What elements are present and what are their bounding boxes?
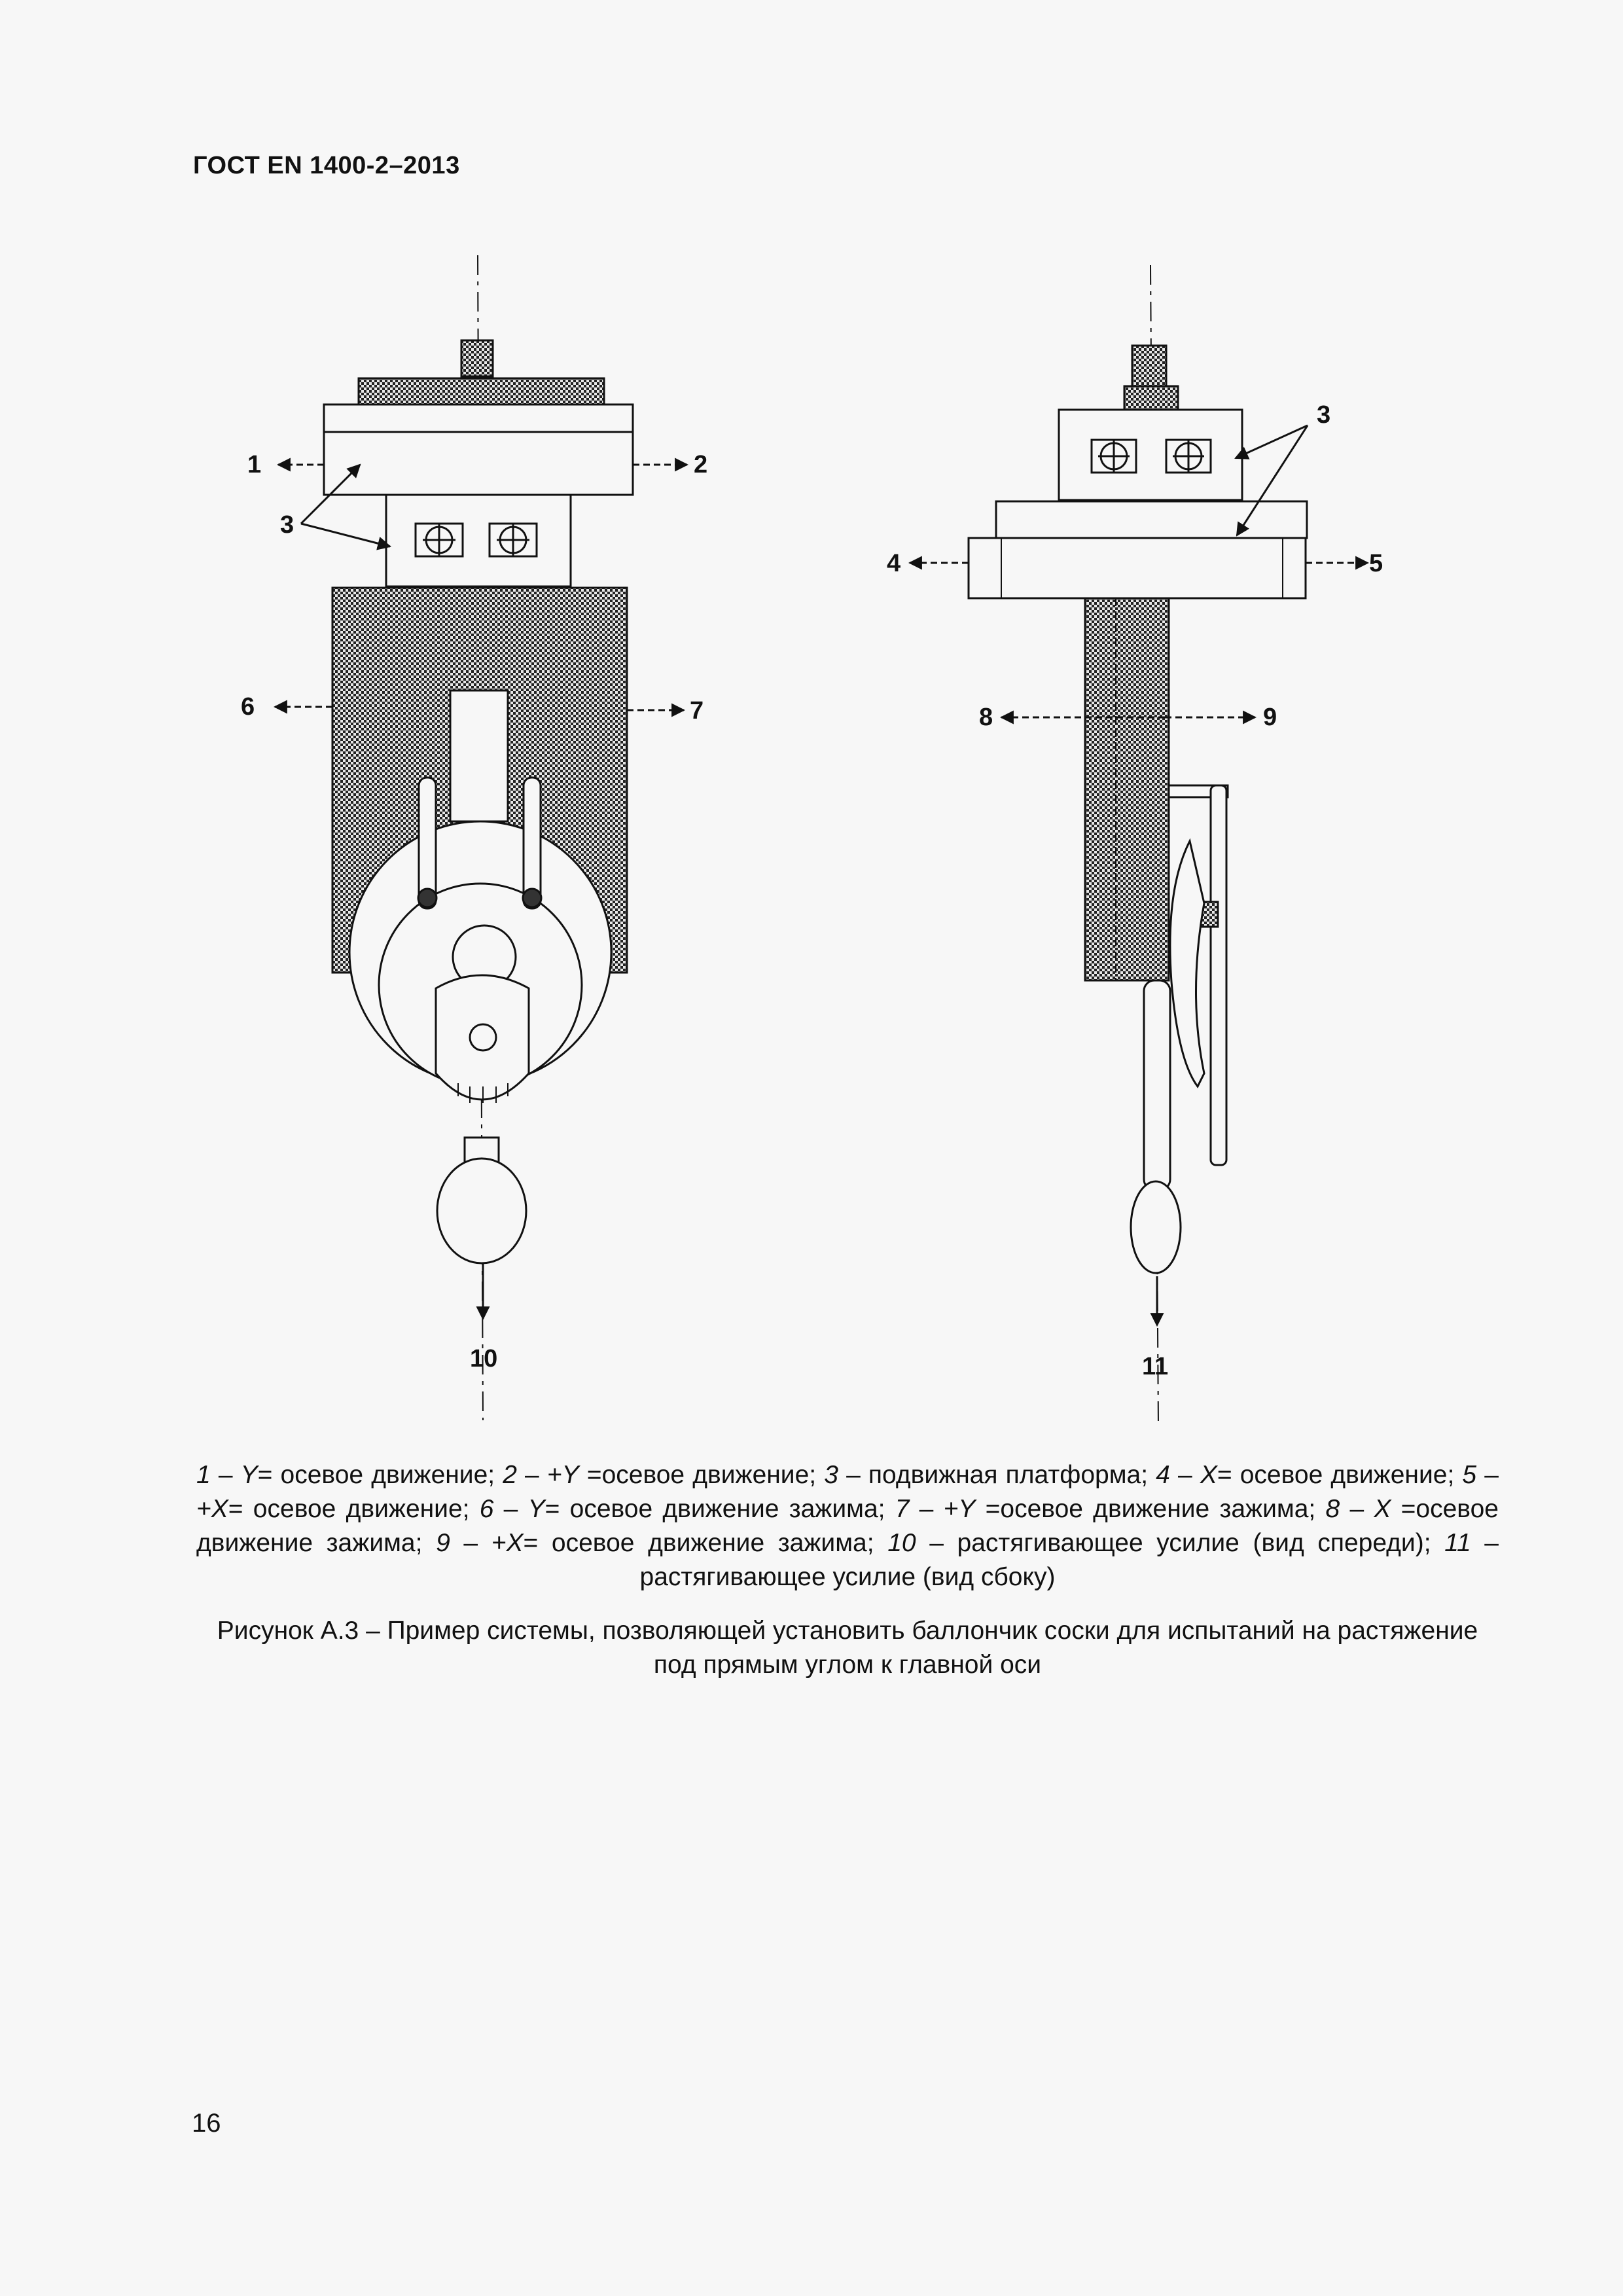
front-top-knob: [461, 340, 493, 376]
label-5: 5: [1369, 550, 1383, 577]
front-clamp-slot: [450, 691, 508, 821]
side-bearing-right: [1166, 440, 1211, 473]
side-upper-block: [1059, 410, 1242, 500]
legend-item-6: 6 – Y= осевое движение зажима;: [479, 1495, 895, 1523]
label-3-left: 3: [280, 511, 294, 539]
label-3-right: 3: [1317, 401, 1331, 429]
side-clamp-body: [1085, 598, 1169, 980]
side-platform-lower: [969, 538, 1306, 598]
side-teat-body: [1170, 841, 1204, 1086]
legend-item-4: 4 – X= осевое движение;: [1156, 1461, 1463, 1489]
figure-legend: [196, 1458, 1499, 1594]
label-10: 10: [470, 1345, 498, 1372]
legend-item-7: 7 – +Y =осевое движение зажима;: [895, 1495, 1326, 1523]
front-top-plate: [359, 378, 604, 404]
front-bearing-left: [416, 524, 463, 556]
side-view: [910, 265, 1368, 1427]
label-7: 7: [690, 697, 704, 725]
legend-item-3: 3 – подвижная платформа;: [824, 1461, 1156, 1489]
side-teat-bulb: [1131, 1181, 1181, 1273]
leader-3-left-b: [301, 524, 390, 547]
label-9: 9: [1263, 704, 1277, 731]
figure-caption: Рисунок А.3 – Пример системы, позволяющей установить баллончик соски для испытаний на растяжение под прямым углом к главной оси: [217, 1617, 1478, 1679]
legend-item-11: 11 – растягивающее усилие (вид сбоку): [639, 1529, 1499, 1591]
side-teat-stem: [1144, 980, 1170, 1190]
label-8: 8: [979, 704, 993, 731]
legend-item-2: 2 – +Y =осевое движение;: [503, 1461, 825, 1489]
front-bearing-right: [490, 524, 537, 556]
legend-item-9: 9 – +X= осевое движение зажима;: [436, 1529, 888, 1557]
front-teat-bulb: [437, 1158, 526, 1263]
label-11: 11: [1142, 1353, 1169, 1380]
legend-item-8: 8 – X =осевое движение зажима;: [196, 1495, 1499, 1557]
front-platform: [324, 404, 633, 495]
legend-item-5: 5 – +X= осевое движение;: [196, 1461, 1499, 1523]
side-platform-upper: [996, 501, 1307, 538]
side-top-plate: [1124, 386, 1178, 410]
side-top-knob: [1132, 346, 1166, 386]
front-view: [275, 255, 687, 1420]
side-bearing-left: [1092, 440, 1136, 473]
label-2: 2: [694, 451, 708, 478]
document-header: ГОСТ EN 1400-2–2013: [193, 152, 460, 179]
legend-item-1: 1 – Y= осевое движение;: [196, 1461, 503, 1489]
side-holder-rod: [1211, 785, 1226, 1165]
front-bearing-block: [386, 495, 571, 586]
legend-item-10: 10 – растягивающее усилие (вид спереди);: [887, 1529, 1445, 1557]
label-4: 4: [887, 550, 901, 577]
page-number: 16: [192, 2109, 221, 2138]
label-6: 6: [241, 693, 255, 721]
label-1: 1: [247, 451, 262, 478]
